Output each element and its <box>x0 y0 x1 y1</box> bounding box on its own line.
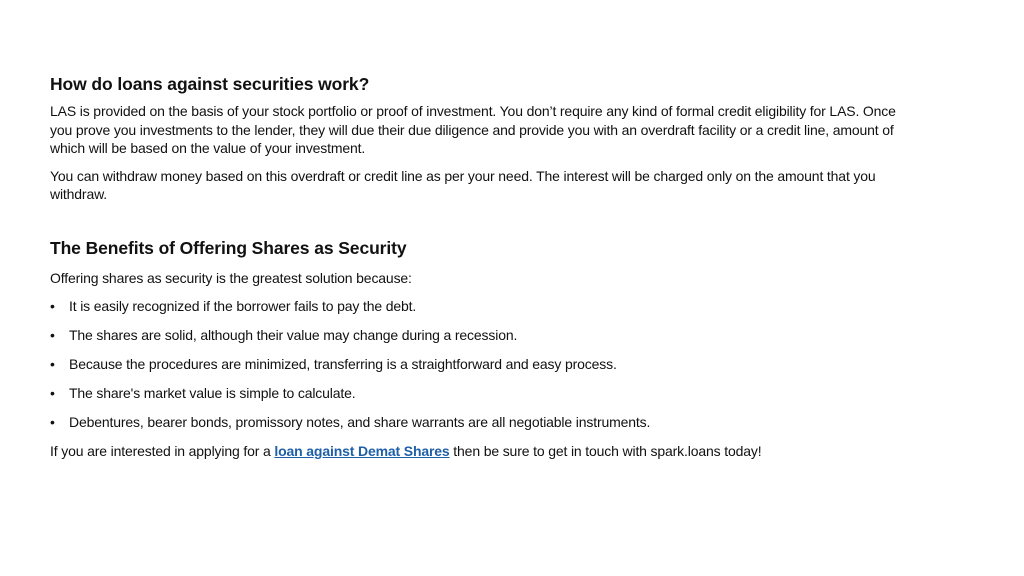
bullet-icon: • <box>50 385 55 401</box>
benefits-intro: Offering shares as security is the greatest solution because: <box>50 269 412 286</box>
list-item <box>50 326 904 345</box>
list-item-text: The share's market value is simple to calculate. <box>69 385 356 401</box>
benefits-list <box>50 297 904 432</box>
list-item-text: The shares are solid, although their value may change during a recession. <box>69 327 518 343</box>
list-item-text: Because the procedures are minimized, transferring is a straightforward and easy process. <box>69 356 617 372</box>
closing-paragraph <box>50 442 904 461</box>
closing-text-after: then be sure to get in touch with spark.loans today! <box>449 443 762 459</box>
bullet-icon: • <box>50 356 55 372</box>
list-item-text: Debentures, bearer bonds, promissory notes, and share warrants are all negotiable instruments. <box>69 414 651 430</box>
list-item <box>50 413 904 432</box>
bullet-icon: • <box>50 327 55 343</box>
paragraph-withdraw: You can withdraw money based on this overdraft or credit line as per your need. The interest will be charged only on the amount that you withdraw. <box>50 167 876 202</box>
paragraph-las-basis: LAS is provided on the basis of your stock portfolio or proof of investment. You don’t require any kind of formal credit eligibility for LAS. Once you prove you investments to the lender, they will due their due diligence and provide you with an overdraft facility or a credit line, amount of which will be based on the value of your investment. <box>50 103 896 156</box>
list-item <box>50 297 904 316</box>
section-heading-how-las-works: How do loans against securities work? <box>50 74 370 94</box>
list-item <box>50 384 904 403</box>
closing-text-before: If you are interested in applying for a <box>50 443 275 459</box>
section-how-las-works <box>50 73 904 204</box>
bullet-icon: • <box>50 298 55 314</box>
list-item <box>50 355 904 374</box>
section-benefits <box>50 237 904 461</box>
loan-against-demat-shares-link[interactable]: loan against Demat Shares <box>274 443 450 459</box>
bullet-icon: • <box>50 414 55 430</box>
section-heading-benefits: The Benefits of Offering Shares as Security <box>50 237 407 258</box>
list-item-text: It is easily recognized if the borrower fails to pay the debt. <box>69 298 417 314</box>
